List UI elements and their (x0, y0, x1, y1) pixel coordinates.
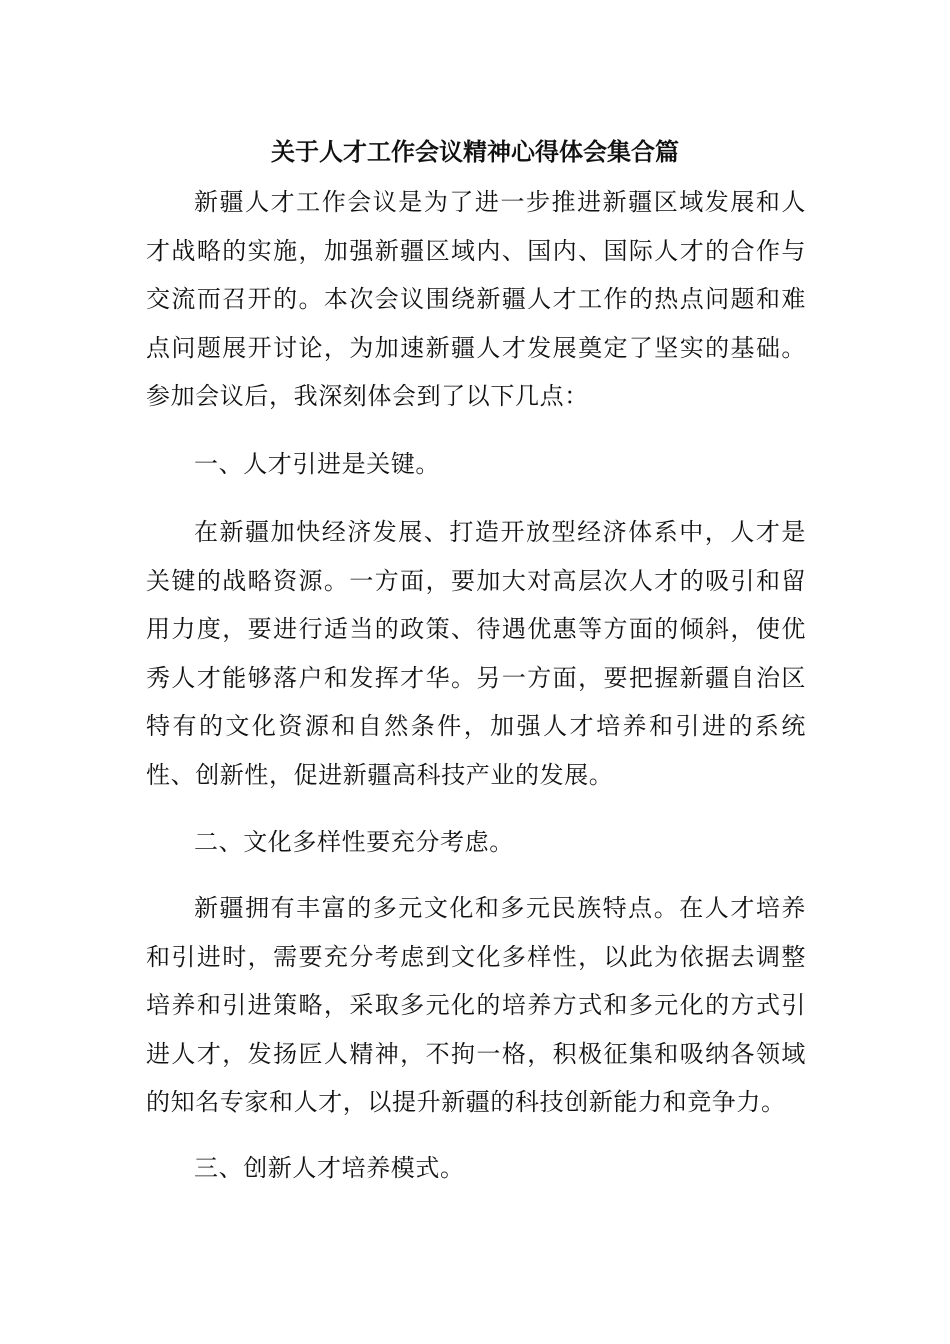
section-body-2: 新疆拥有丰富的多元文化和多元民族特点。在人才培养和引进时，需要充分考虑到文化多样性，以此为依据去调整培养和引进策略，采取多元化的培养方式和多元化的方式引进人才，发扬匠人精神，不拘一格，积极征集和吸纳各领域的知名专家和人才，以提升新疆的科技创新能力和竞争力。 (146, 894, 806, 1116)
section-heading-2: 二、文化多样性要充分考虑。 (194, 828, 514, 856)
intro-paragraph: 新疆人才工作会议是为了进一步推进新疆区域发展和人才战略的实施，加强新疆区域内、国内、国际人才的合作与交流而召开的。本次会议围绕新疆人才工作的热点问题和难点问题展开讨论，为加速新疆人才发展奠定了坚实的基础。参加会议后，我深刻体会到了以下几点： (146, 188, 806, 410)
section-heading-3: 三、创新人才培养模式。 (194, 1154, 465, 1182)
section-heading-1: 一、人才引进是关键。 (194, 450, 440, 478)
section-body-1: 在新疆加快经济发展、打造开放型经济体系中，人才是关键的战略资源。一方面，要加大对高层次人才的吸引和留用力度，要进行适当的政策、待遇优惠等方面的倾斜，使优秀人才能够落户和发挥才华。另一方面，要把握新疆自治区特有的文化资源和自然条件，加强人才培养和引进的系统性、创新性，促进新疆高科技产业的发展。 (146, 518, 806, 789)
document-title: 关于人才工作会议精神心得体会集合篇 (271, 138, 679, 166)
